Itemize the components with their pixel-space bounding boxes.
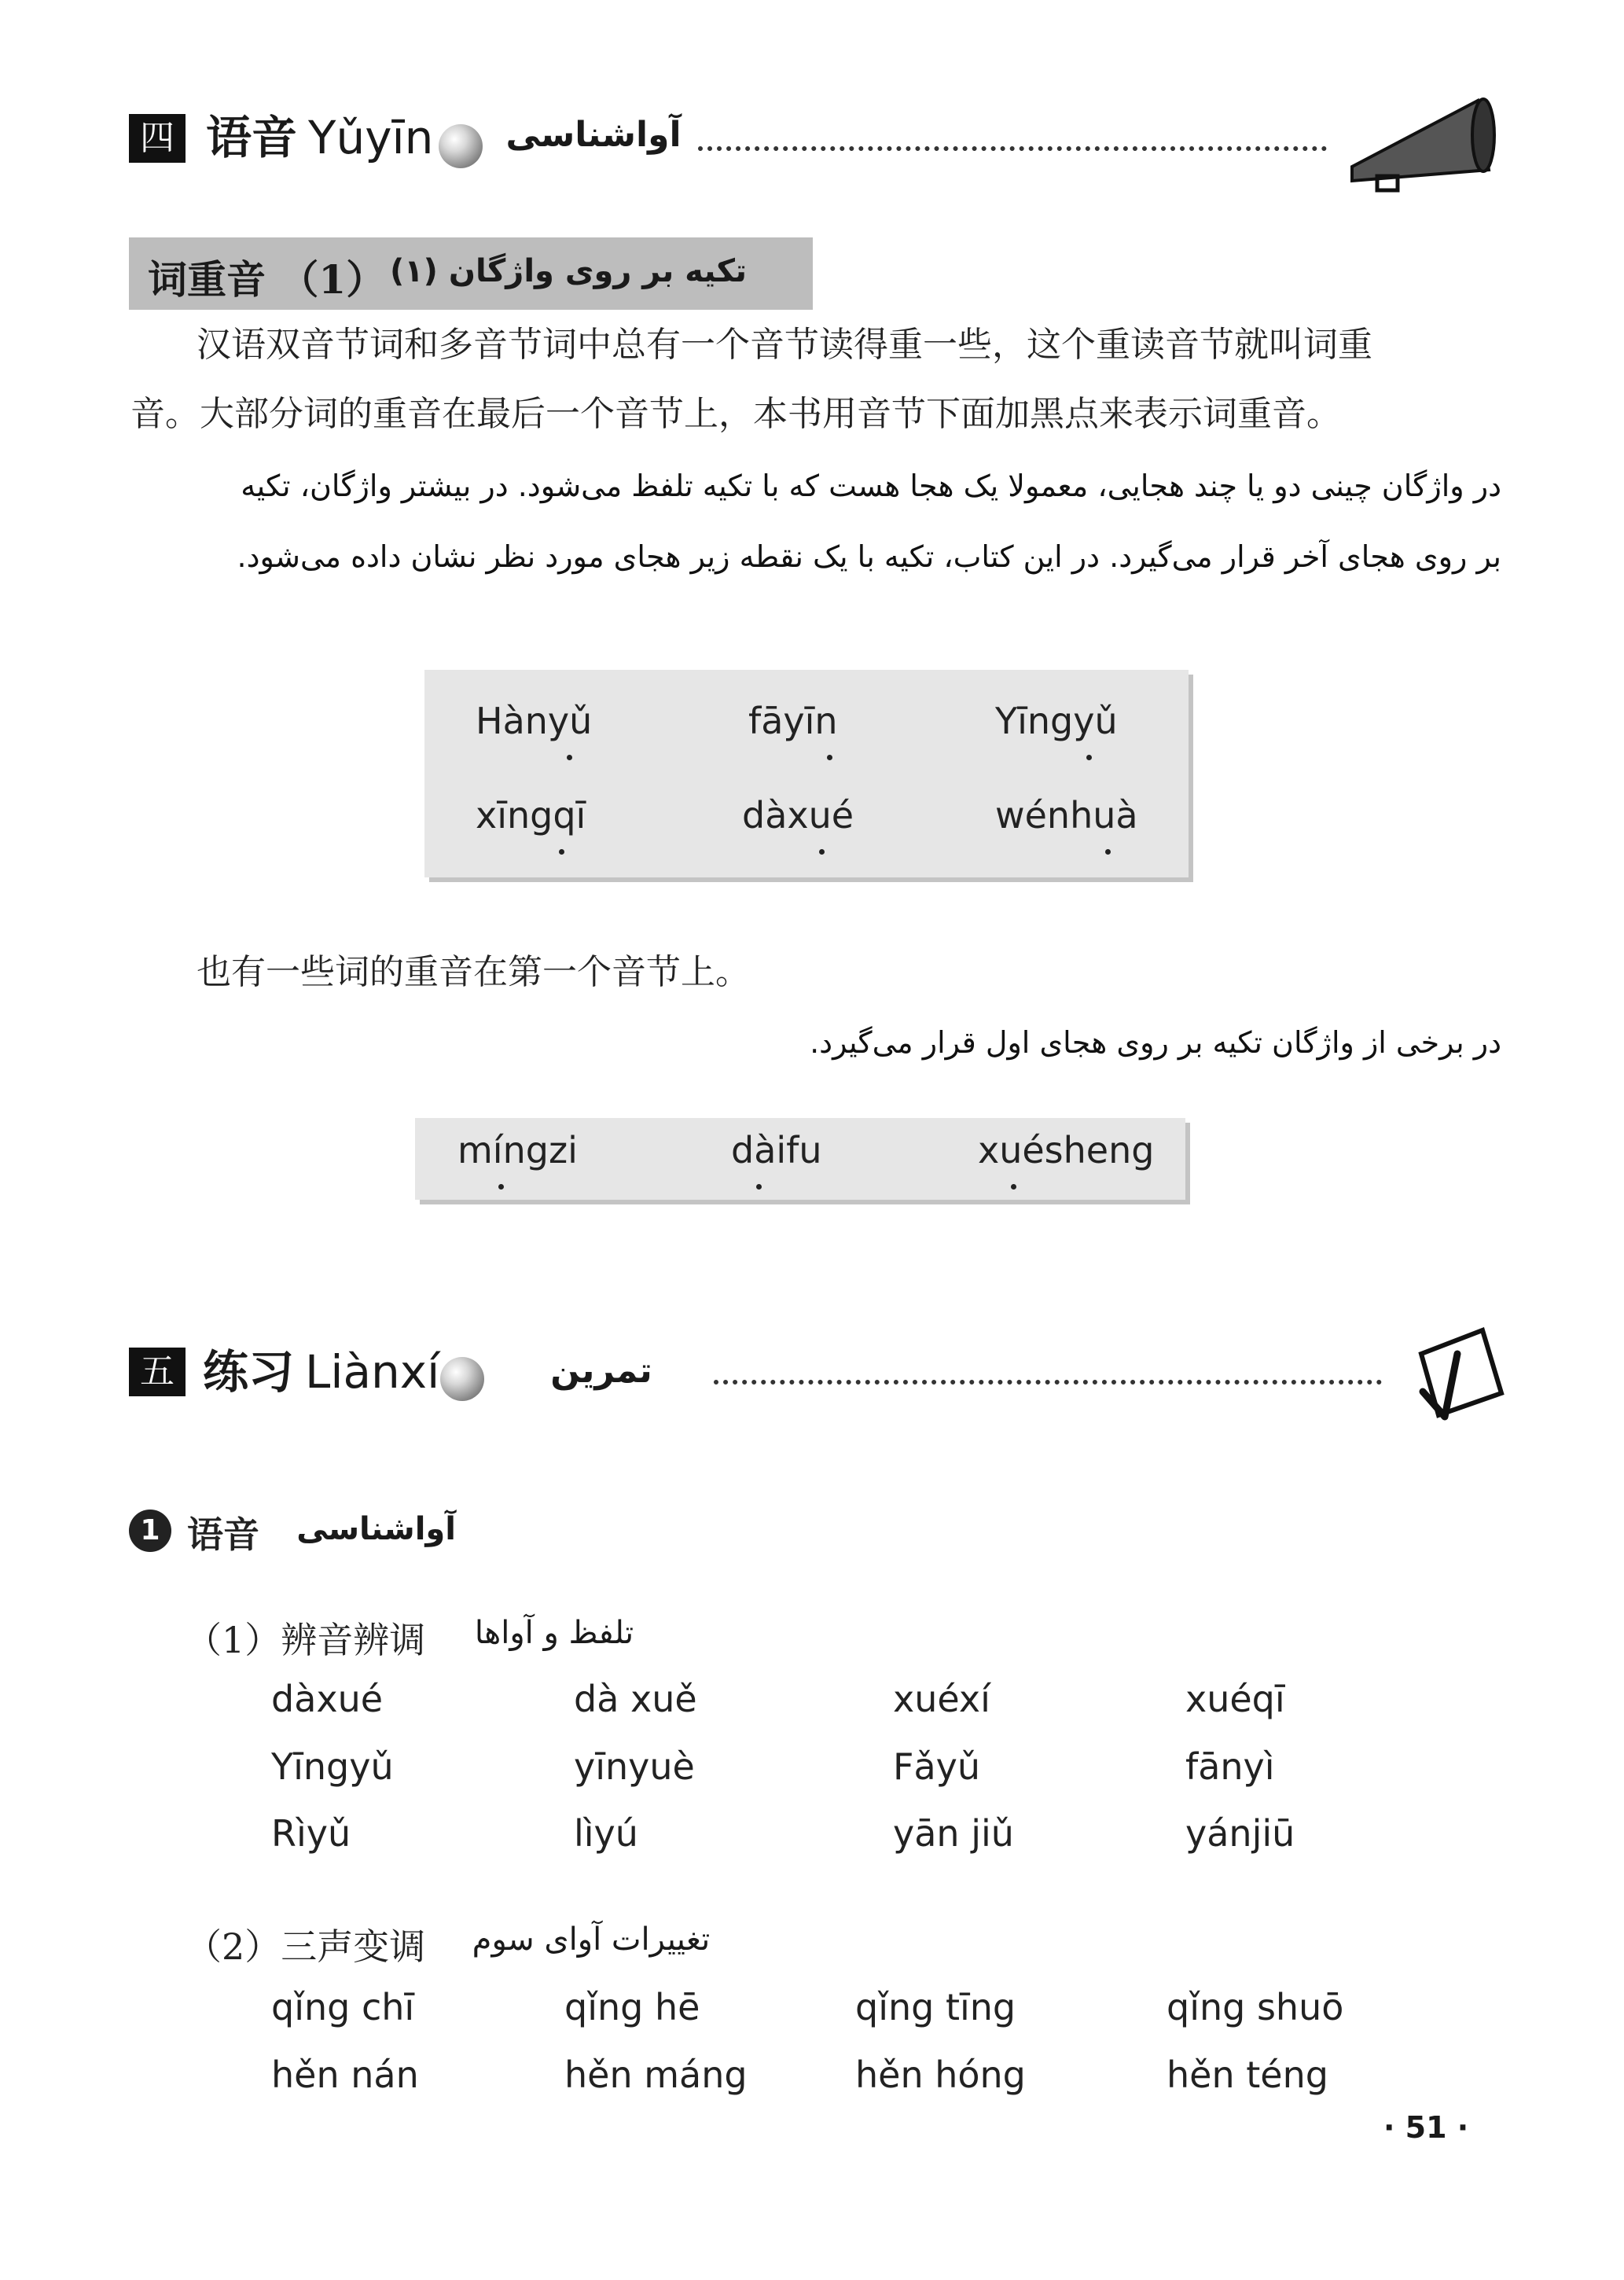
part1-label-zh: （1）辨音辨调 bbox=[186, 1619, 426, 1661]
exercise-item: dà xuě bbox=[574, 1678, 697, 1720]
exercise-item: yān jiǔ bbox=[893, 1812, 1014, 1855]
exercise-item: dàxué bbox=[271, 1678, 384, 1720]
stress-word: Yīngyǔ bbox=[995, 700, 1118, 742]
exercise-item: lìyú bbox=[574, 1812, 638, 1855]
stress-word: xīngqī bbox=[476, 794, 586, 837]
first-syllable-fa: در برخی از واژگان تکیه بر روی هجای اول قرار می‌گیرد. bbox=[810, 1025, 1501, 1060]
subsection-title-zh: 词重音 （1） bbox=[148, 256, 386, 303]
page-number: · 51 · bbox=[1383, 2110, 1469, 2145]
checkbox-tick-icon bbox=[1407, 1322, 1509, 1425]
exercise-item: hěn nán bbox=[271, 2054, 419, 2096]
exercise-item: hěn máng bbox=[564, 2054, 748, 2096]
section-ball-icon bbox=[440, 1357, 484, 1401]
exercise-item: qǐng chī bbox=[271, 1986, 415, 2028]
exercise-item: fānyì bbox=[1185, 1745, 1275, 1788]
exercise-item: Yīngyǔ bbox=[271, 1745, 394, 1788]
exercise-item: yánjiū bbox=[1185, 1812, 1295, 1855]
exercise-item: Rìyǔ bbox=[271, 1812, 351, 1855]
first-syllable-zh: 也有一些词的重音在第一个音节上。 bbox=[197, 952, 750, 992]
intro-zh-line-2: 音。大部分词的重音在最后一个音节上，本书用音节下面加黑点来表示词重音。 bbox=[130, 394, 1341, 434]
exercise-item: qǐng hē bbox=[564, 1986, 700, 2028]
section-dotted-line bbox=[698, 146, 1327, 151]
section-title bbox=[206, 110, 433, 165]
exercise-item: qǐng tīng bbox=[855, 1986, 1016, 2028]
section-title-zh: 练习 bbox=[203, 1345, 295, 1399]
stress-word: xuésheng bbox=[978, 1129, 1154, 1171]
exercise-item: qǐng shuō bbox=[1167, 1986, 1344, 2028]
exercise-title-zh: 语音 bbox=[187, 1513, 259, 1556]
section-title bbox=[203, 1344, 439, 1399]
section-ball-icon bbox=[439, 124, 483, 168]
section-title-pinyin: Liànxí bbox=[305, 1345, 440, 1399]
stress-word: míngzi bbox=[457, 1129, 578, 1171]
intro-zh-line-1: 汉语双音节词和多音节词中总有一个音节读得重一些，这个重读音节就叫词重 bbox=[197, 325, 1372, 365]
part1-label-fa: تلفظ و آواها bbox=[474, 1615, 634, 1651]
exercise-item: xuéqī bbox=[1185, 1678, 1285, 1720]
exercise-item: hěn téng bbox=[1167, 2054, 1328, 2096]
section-number: 五 bbox=[129, 1348, 186, 1396]
stress-word: dàxué bbox=[742, 794, 854, 837]
exercise-item: hěn hóng bbox=[855, 2054, 1026, 2096]
section-title-pinyin: Yǔyīn bbox=[308, 111, 434, 164]
intro-fa-line-1: در واژگان چینی دو یا چند هجایی، معمولا یک هجا هست که با تکیه تلفظ می‌شود. در بیشتر واژگان، تکیه bbox=[241, 469, 1501, 503]
subsection-title-fa: تکیه بر روی واژگان (۱) bbox=[389, 253, 747, 289]
megaphone-icon bbox=[1346, 88, 1503, 194]
exercise-title-fa: آواشناسی bbox=[296, 1511, 456, 1547]
section-title-fa: آواشناسی bbox=[505, 115, 682, 155]
stress-word: fāyīn bbox=[748, 700, 838, 742]
stress-word: dàifu bbox=[731, 1129, 822, 1171]
intro-fa-line-2: بر روی هجای آخر قرار می‌گیرد. در این کتاب، تکیه با یک نقطه زیر هجای مورد نظر نشان داده می‌شود. bbox=[237, 539, 1501, 574]
stress-word: wénhuà bbox=[995, 794, 1138, 837]
section-title-zh: 语音 bbox=[206, 111, 298, 164]
exercise-number-badge: 1 bbox=[129, 1510, 171, 1552]
section-dotted-line bbox=[714, 1380, 1382, 1385]
exercise-item: Fǎyǔ bbox=[893, 1745, 981, 1788]
section-title-fa: تمرین bbox=[550, 1351, 652, 1391]
exercise-item: yīnyuè bbox=[574, 1745, 695, 1788]
exercise-item: xuéxí bbox=[893, 1678, 990, 1720]
part2-label-zh: （2）三声变调 bbox=[186, 1925, 426, 1968]
part2-label-fa: تغییرات آوای سوم bbox=[472, 1921, 711, 1958]
stress-word: Hànyǔ bbox=[476, 700, 592, 742]
section-number: 四 bbox=[129, 114, 186, 163]
